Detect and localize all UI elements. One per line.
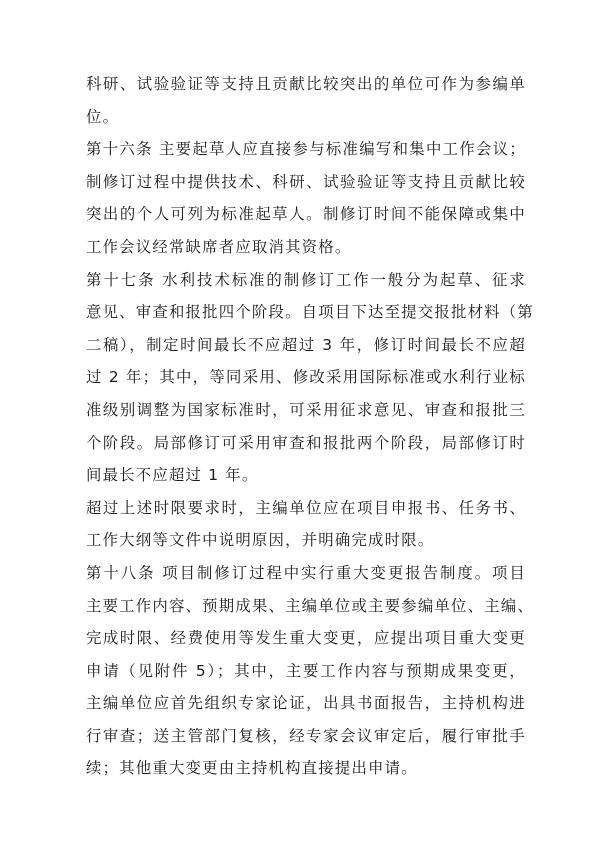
text-line: 申请（见附件 5）；其中，主要工作内容与预期成果变更， <box>86 661 526 680</box>
text-line: 第十八条 项目制修订过程中实行重大变更报告制度。项目 <box>86 563 526 582</box>
text-line: 续；其他重大变更由主持机构直接提出申请。 <box>86 759 418 778</box>
text-line: 主编单位应首先组织专家论证，出具书面报告，主持机构进 <box>86 694 526 713</box>
text-line: 科研、试验验证等支持且贡献比较突出的单位可作为参编单 <box>86 75 526 93</box>
text-line: 第十六条 主要起草人应直接参与标准编写和集中工作会议； <box>86 140 526 159</box>
text-line: 工作会议经常缺席者应取消其资格。 <box>86 237 352 256</box>
body-text <box>86 68 534 785</box>
text-line: 超过上述时限要求时，主编单位应在项目申报书、任务书、 <box>86 498 526 517</box>
text-line: 意见、审查和报批四个阶段。自项目下达至提交报批材料（第 <box>86 303 534 322</box>
text-line: 间最长不应超过 1 年。 <box>86 466 259 485</box>
text-line: 位。 <box>86 107 120 126</box>
text-line: 行审查；送主管部门复核，经专家会议审定后，履行审批手 <box>86 726 526 745</box>
text-line: 完成时限、经费使用等发生重大变更，应提出项目重大变更 <box>86 629 526 648</box>
text-line: 工作大纲等文件中说明原因，并明确完成时限。 <box>86 531 435 550</box>
text-line: 主要工作内容、预期成果、主编单位或主要参编单位、主编、 <box>86 596 534 615</box>
text-line: 二稿），制定时间最长不应超过 3 年，修订时间最长不应超 <box>86 335 526 354</box>
text-line: 制修订过程中提供技术、科研、试验验证等支持且贡献比较 <box>86 172 526 191</box>
text-line: 个阶段。局部修订可采用审查和报批两个阶段，局部修订时 <box>86 433 526 452</box>
text-line: 过 2 年；其中，等同采用、修改采用国际标准或水利行业标 <box>86 368 526 387</box>
text-line: 准级别调整为国家标准时，可采用征求意见、审查和报批三 <box>86 400 526 419</box>
text-line: 突出的个人可列为标准起草人。制修订时间不能保障或集中 <box>86 205 526 224</box>
text-line: 第十七条 水利技术标准的制修订工作一般分为起草、征求 <box>86 270 526 289</box>
